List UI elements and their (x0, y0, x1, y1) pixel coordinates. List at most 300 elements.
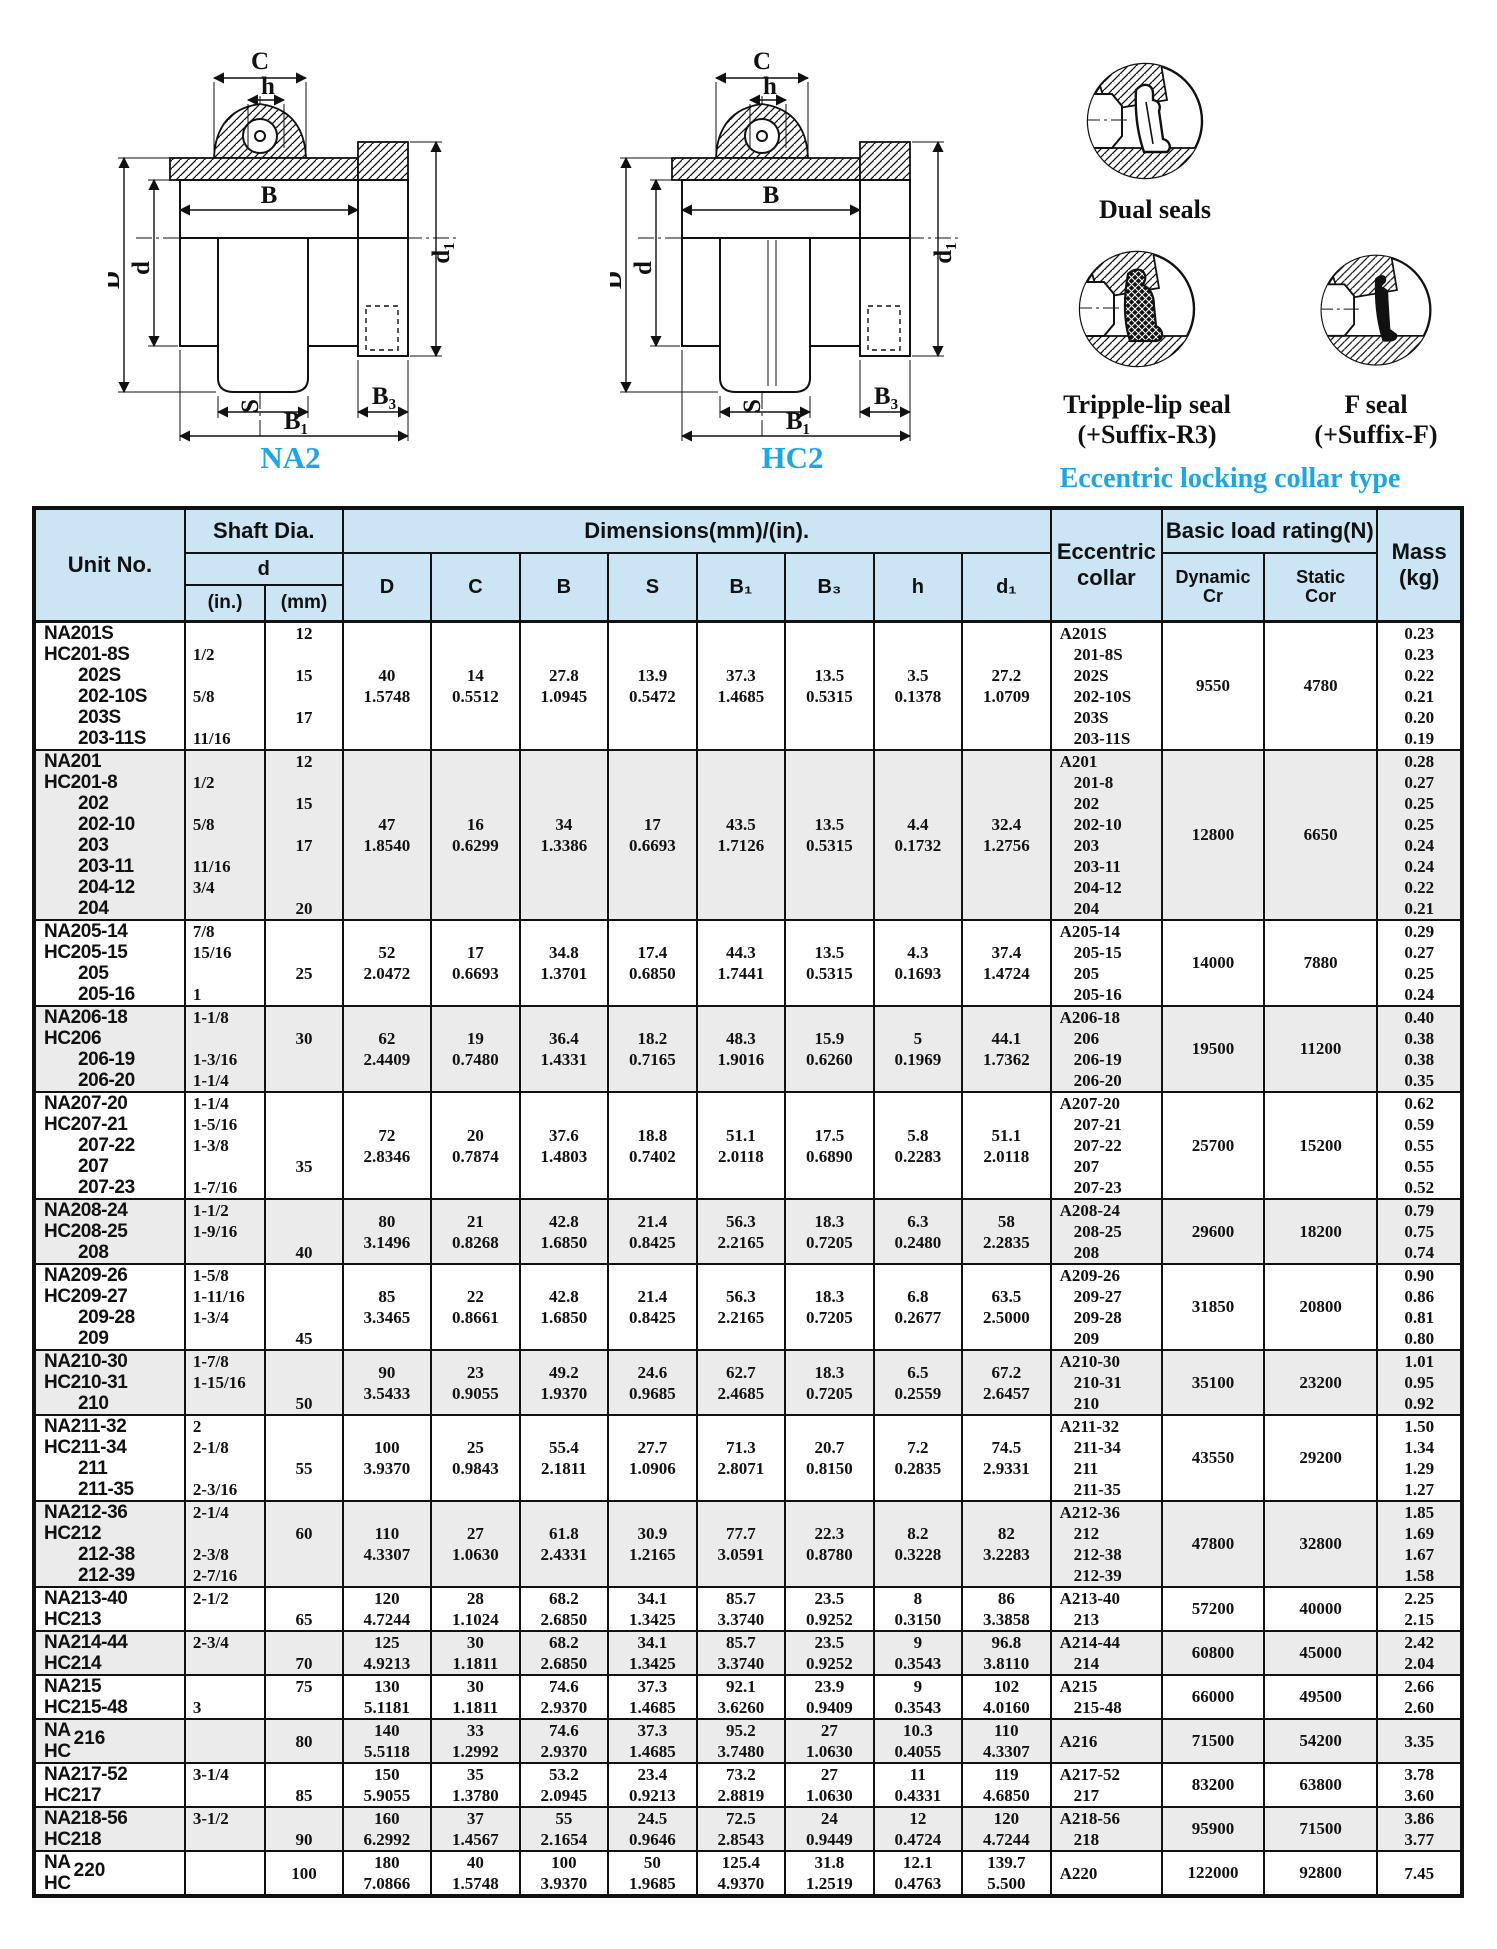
cell-line: 1-7/8 (192, 1352, 229, 1371)
cell-line: 212 (1073, 1524, 1100, 1543)
cell-line: 2.5000 (982, 1308, 1030, 1327)
cell-line: 72.5 (725, 1809, 756, 1828)
cell-line: 0.5315 (805, 964, 853, 983)
table-row (34, 1587, 1462, 1631)
eccentric-collar-cell (1051, 1092, 1163, 1199)
table-row (34, 1199, 1462, 1264)
static-cor-cell: 20800 (1264, 1264, 1378, 1350)
cell-line: 68.2 (549, 1589, 579, 1608)
dim-B3-cell (785, 1092, 873, 1199)
dim-S-cell (608, 1092, 696, 1199)
cell-line: 0.29 (1404, 922, 1435, 941)
shaft-in-cell (185, 1719, 265, 1763)
cell-line: 40 (378, 666, 396, 685)
cell-line: 1.50 (1404, 1417, 1435, 1436)
cell-line: 1.01 (1404, 1352, 1435, 1371)
cell-line: 77.7 (725, 1524, 756, 1543)
cell-line: 0.5472 (629, 687, 676, 706)
col-header-in: (in.) (185, 585, 265, 622)
dim-B-cell (520, 1415, 608, 1501)
dim-B3-cell (785, 1763, 873, 1807)
cell-line: 2.6850 (540, 1610, 588, 1629)
cell-line (266, 856, 341, 877)
dim-h-cell (874, 1199, 962, 1264)
cell-line: 75 (295, 1677, 313, 1696)
cell-line: 11 (909, 1765, 926, 1784)
cell-line: 1.58 (1404, 1566, 1435, 1585)
cell-line: 0.75 (1404, 1222, 1435, 1241)
cell-line: 23 (466, 1362, 484, 1382)
cell-line: HC215-48 (44, 1697, 128, 1718)
cell-line: 2-1/4 (192, 1503, 229, 1522)
dim-h-cell (874, 1631, 962, 1675)
cell-line (266, 1479, 341, 1500)
cell-line: 40 (295, 1243, 313, 1262)
cell-line: 1.4567 (452, 1830, 499, 1849)
cell-line: 1.8540 (363, 836, 411, 855)
cell-line: 5 (913, 1029, 923, 1048)
cell-line: 1.2165 (629, 1545, 676, 1564)
cell-line: 0.25 (1404, 794, 1435, 813)
cell-line: 0.1732 (894, 836, 942, 855)
f-seal-caption-line2: (+Suffix-F) (1314, 420, 1438, 449)
dynamic-cr-cell: 60800 (1162, 1631, 1264, 1675)
cell-line: 62 (378, 1029, 396, 1048)
cell-line (266, 814, 341, 835)
cell-line: 211 (78, 1458, 108, 1479)
shaft-mm-cell (265, 1587, 342, 1631)
figures-area (0, 0, 1497, 506)
dim-B1-cell (697, 1763, 785, 1807)
cell-line: A201 (1059, 752, 1098, 771)
dynamic-cr-cell: 47800 (1162, 1501, 1264, 1587)
cell-line: 22 (466, 1287, 484, 1306)
cell-line: 86 (997, 1589, 1015, 1608)
dim-B3-cell (785, 1851, 873, 1896)
mass-label: Mass (1391, 539, 1447, 564)
col-header-B: B (520, 553, 608, 622)
eccentric-collar-cell (1051, 1501, 1163, 1587)
cell-line: 3.9370 (363, 1459, 411, 1478)
static-cor-cell: 4780 (1264, 622, 1378, 751)
cell-line: 25 (466, 1438, 484, 1457)
cell-line: 119 (994, 1765, 1019, 1784)
cell-line: HC207-21 (44, 1114, 128, 1135)
cell-line: 45 (295, 1329, 313, 1348)
cell-line: 96.8 (991, 1633, 1022, 1652)
cell-line: 3.2283 (982, 1545, 1030, 1564)
cell-line: NA217-52 (44, 1764, 128, 1785)
cell-line (266, 1808, 341, 1829)
dim-B1-cell (697, 1415, 785, 1501)
dim-d1-cell (962, 1631, 1051, 1675)
dynamic-cr-cell: 57200 (1162, 1587, 1264, 1631)
cell-line (186, 1328, 264, 1349)
cell-line (266, 1007, 341, 1028)
cell-line: 0.3543 (894, 1698, 942, 1717)
cell-line: 44.3 (725, 943, 756, 962)
cell-line: 2.6457 (982, 1383, 1030, 1403)
cell-line: 2.2835 (982, 1232, 1030, 1252)
dim-C-cell (431, 750, 519, 920)
cell-line: 2-3/16 (192, 1480, 238, 1499)
cell-line: 203-11 (1073, 857, 1121, 876)
cell-line: 203 (78, 835, 109, 856)
cell-line: 68.2 (549, 1633, 579, 1652)
cell-line: 0.22 (1404, 666, 1435, 685)
cell-line: 110 (374, 1524, 400, 1543)
cell-line: 0.21 (1404, 899, 1435, 918)
cell-line: 34.8 (549, 943, 579, 962)
cell-line: 202-10S (78, 686, 148, 707)
cell-line: 0.24 (1404, 857, 1435, 876)
cell-line: 30 (295, 1029, 313, 1048)
cell-line: 1.5748 (452, 1874, 499, 1893)
dim-d1-cell (962, 622, 1051, 751)
cell-line: 203S (1073, 708, 1109, 727)
dim-C-cell (431, 1675, 519, 1719)
cell-line: 211 (1073, 1459, 1099, 1478)
cell-line: NA212-36 (44, 1502, 128, 1523)
mass-cell (1377, 1631, 1462, 1675)
cell-line: 202-10 (78, 814, 135, 835)
cell-line (186, 1393, 264, 1414)
dynamic-cr-cell: 9550 (1162, 622, 1264, 751)
cell-line: 15 (295, 666, 313, 685)
cell-line: 206 (1073, 1029, 1100, 1048)
cell-line: 0.8425 (629, 1308, 676, 1327)
dim-d1-cell (962, 1851, 1051, 1896)
cell-line (266, 1351, 341, 1372)
table-row (34, 622, 1462, 751)
cell-line (266, 1070, 341, 1091)
cell-line: 203-11S (1073, 729, 1131, 748)
cell-line: 3.35 (1404, 1731, 1435, 1751)
cell-line: 2.0118 (717, 1146, 764, 1166)
dim-S-cell (608, 1631, 696, 1675)
dim-d1-cell (962, 920, 1051, 1006)
cell-line: 1.5748 (363, 687, 411, 706)
cell-line: 4.0160 (982, 1698, 1030, 1717)
cell-line: NA208-24 (44, 1200, 128, 1221)
shaft-in-cell (185, 1501, 265, 1587)
cell-line: A210-30 (1059, 1352, 1121, 1371)
cell-line: 1.6850 (540, 1232, 588, 1252)
cell-line: 0.6299 (452, 836, 499, 855)
mass-cell (1377, 1006, 1462, 1092)
cell-line: 202-10S (1073, 687, 1132, 706)
cell-line: 150 (374, 1765, 400, 1784)
cell-line: 0.27 (1404, 943, 1435, 962)
dim-d1-cell (962, 1350, 1051, 1415)
dim-h-cell (874, 750, 962, 920)
cell-line: 2.9370 (540, 1742, 588, 1761)
dim-D-cell (343, 1264, 431, 1350)
cell-line: 0.8661 (452, 1308, 499, 1327)
cell-line: 2-3/4 (192, 1633, 229, 1652)
cell-line: 17 (295, 708, 313, 727)
cell-line: NA213-40 (44, 1588, 128, 1609)
dynamic-cr-cell: 25700 (1162, 1092, 1264, 1199)
cell-line: NA (44, 1720, 71, 1741)
cell-line: 4.3307 (363, 1545, 411, 1564)
cell-line: 2.9370 (540, 1698, 588, 1717)
cell-line: A212-36 (1059, 1503, 1121, 1522)
cell-line: A213-40 (1059, 1589, 1121, 1608)
static-cor-cell: 11200 (1264, 1006, 1378, 1092)
dim-D-cell (343, 1719, 431, 1763)
dim-B-cell (520, 750, 608, 920)
cell-line: 180 (374, 1853, 400, 1872)
cell-line: HC (44, 1741, 71, 1762)
cell-line: 207-21 (1073, 1115, 1122, 1134)
dim-D-cell (343, 1675, 431, 1719)
cell-line: 60 (295, 1524, 313, 1543)
dynamic-cr-cell: 95900 (1162, 1807, 1264, 1851)
cell-line: 0.7480 (452, 1050, 499, 1069)
cell-line: 53.2 (549, 1765, 579, 1784)
dim-h-cell (874, 1675, 962, 1719)
table-row (34, 1719, 1462, 1763)
dim-B-cell (520, 1763, 608, 1807)
cell-line: 37.3 (725, 666, 756, 685)
cell-line: NA205-14 (44, 921, 128, 942)
cell-line: 70 (295, 1654, 313, 1673)
mass-cell (1377, 750, 1462, 920)
dim-d1-cell (962, 1587, 1051, 1631)
cell-line: 202-10 (1073, 815, 1122, 834)
shaft-mm-cell (265, 1763, 342, 1807)
dim-S-cell (608, 1264, 696, 1350)
cell-line: 204 (1073, 899, 1100, 918)
dim-d1-cell (962, 1006, 1051, 1092)
cell-line: HC217 (44, 1785, 102, 1806)
cell-line: NA206-18 (44, 1007, 128, 1028)
dim-D-cell (343, 1763, 431, 1807)
f-seal-figure (1314, 250, 1438, 374)
cell-line: 208-25 (1073, 1222, 1122, 1241)
cell-line: 30.9 (637, 1524, 668, 1543)
cell-line: 1.4724 (982, 964, 1030, 983)
cell-line: 203 (1073, 836, 1100, 855)
cell-line (266, 1416, 341, 1437)
cell-line: 0.55 (1404, 1136, 1435, 1155)
cell-line: 3.1496 (363, 1232, 411, 1252)
cell-line: 0.7205 (805, 1308, 853, 1327)
dim-D-cell (343, 1807, 431, 1851)
dynamic-cr-cell: 71500 (1162, 1719, 1264, 1763)
dim-d1-cell (962, 1807, 1051, 1851)
dim-d1-cell (962, 1501, 1051, 1587)
dim-S-cell (608, 1675, 696, 1719)
shaft-mm-cell (265, 750, 342, 920)
cell-line: 1.29 (1404, 1459, 1435, 1478)
cell-line: 120 (374, 1589, 400, 1608)
cell-line: 125 (374, 1633, 400, 1652)
cell-line: 210-31 (1073, 1373, 1122, 1392)
cell-line: 100 (374, 1438, 400, 1457)
cell-line: 0.4724 (894, 1830, 942, 1849)
cell-line: HC205-15 (44, 942, 128, 963)
cell-line: 202S (78, 665, 121, 686)
cell-line: 56.3 (725, 1287, 756, 1306)
cell-line: 210 (1073, 1394, 1100, 1413)
eccentric-collar-cell (1051, 750, 1163, 920)
cell-line (186, 1653, 264, 1674)
cell-line: 1.9685 (629, 1874, 676, 1893)
cell-line: 211-34 (1073, 1438, 1121, 1457)
shaft-in-cell (185, 1851, 265, 1896)
cell-line: 2.0945 (540, 1786, 588, 1805)
cell-line: A209-26 (1059, 1266, 1121, 1285)
cell-line: 1.85 (1404, 1503, 1435, 1522)
cell-line: 1-3/16 (192, 1050, 238, 1069)
cell-line: HC210-31 (44, 1372, 128, 1393)
cell-line: 3.60 (1404, 1786, 1435, 1805)
cell-line: 2-3/8 (192, 1545, 229, 1564)
cell-line: 213 (1073, 1610, 1100, 1629)
dim-B3-cell (785, 1501, 873, 1587)
shaft-mm-cell (265, 1199, 342, 1264)
cell-line: 17 (643, 815, 661, 834)
cell-line: 4.6850 (982, 1786, 1030, 1805)
eccentric-collar-cell (1051, 920, 1163, 1006)
dim-B3-cell (785, 1631, 873, 1675)
dim-B3-cell (785, 1199, 873, 1264)
mass-cell (1377, 1092, 1462, 1199)
cell-line: 18.8 (637, 1125, 668, 1145)
cell-line: 205-16 (78, 984, 135, 1005)
cell-line: 1.69 (1404, 1524, 1435, 1543)
cell-line: 12.1 (902, 1853, 933, 1872)
cell-line: 2.8543 (717, 1830, 765, 1849)
cell-line: 1.0709 (982, 687, 1030, 706)
cell-line: 74.6 (549, 1677, 579, 1696)
dynamic-sub-label: Cr (1202, 586, 1223, 606)
cell-line: 1.0945 (540, 687, 588, 706)
cell-line: A214-44 (1059, 1633, 1121, 1652)
cell-line: 1-1/8 (192, 1008, 229, 1027)
cell-line: 0.6693 (452, 964, 499, 983)
dim-C-cell (431, 1006, 519, 1092)
table-row (34, 920, 1462, 1006)
cell-line: 24 (820, 1809, 838, 1828)
cell-line: 205-15 (1073, 943, 1122, 962)
cell-line: 30 (466, 1633, 484, 1652)
cell-line: 27 (820, 1765, 838, 1784)
dim-C-cell (431, 1501, 519, 1587)
cell-line: 3.5 (907, 666, 929, 685)
cell-line (266, 1286, 341, 1307)
unit-no-cell (34, 1199, 185, 1264)
cell-line: NA201 (44, 751, 102, 772)
cell-line: 2.2165 (717, 1232, 765, 1252)
dim-C-cell (431, 1631, 519, 1675)
cell-line: 1.1811 (452, 1698, 499, 1717)
cell-line: 58 (997, 1211, 1015, 1231)
cell-line: 0.8268 (452, 1232, 499, 1252)
dim-D-cell (343, 1415, 431, 1501)
cell-line: 0.7205 (805, 1232, 853, 1252)
cell-line: A211-32 (1059, 1417, 1120, 1436)
eccentric-collar-cell (1051, 1264, 1163, 1350)
dim-B-cell (520, 1587, 608, 1631)
cell-line: 37.3 (637, 1677, 668, 1696)
cell-line: 0.4763 (894, 1874, 942, 1893)
cell-line: A207-20 (1059, 1094, 1121, 1113)
cell-line: 1.0630 (452, 1545, 499, 1564)
cell-line: 1.2519 (805, 1874, 853, 1893)
cell-line: 2.25 (1404, 1589, 1435, 1608)
dim-h-cell (874, 1415, 962, 1501)
dim-h-cell (874, 1587, 962, 1631)
cell-line (266, 1200, 341, 1221)
eccentric-collar-cell (1051, 622, 1163, 751)
cell-line: 1.4331 (540, 1050, 588, 1069)
dim-B3-cell (785, 1415, 873, 1501)
table-row (34, 1350, 1462, 1415)
cell-line: A208-24 (1059, 1201, 1121, 1220)
shaft-in-cell (185, 1006, 265, 1092)
mass-cell (1377, 1415, 1462, 1501)
cell-line: 2.1811 (540, 1459, 587, 1478)
cell-line: 3.0591 (717, 1545, 765, 1564)
cell-line: HC218 (44, 1829, 102, 1850)
unit-no-cell (34, 750, 185, 920)
cell-line: 82 (997, 1524, 1015, 1543)
mass-cell (1377, 1675, 1462, 1719)
cell-line: 22.3 (814, 1524, 845, 1543)
dim-B3-cell (785, 920, 873, 1006)
cell-line: 55 (555, 1809, 573, 1828)
cell-line (186, 623, 264, 644)
cell-line: 13.5 (814, 943, 845, 962)
static-cor-cell: 45000 (1264, 1631, 1378, 1675)
cell-line: 210 (78, 1393, 109, 1414)
cell-line: 2.1654 (540, 1830, 588, 1849)
cell-line: 56.3 (725, 1211, 756, 1231)
cell-line: 1-5/16 (192, 1115, 238, 1134)
cell-line: 4.7244 (363, 1610, 411, 1629)
cell-line: NA210-30 (44, 1351, 128, 1372)
cell-line: 8 (913, 1589, 923, 1608)
cell-line: 80 (295, 1731, 313, 1751)
unit-no-cell (34, 622, 185, 751)
static-cor-cell: 7880 (1264, 920, 1378, 1006)
cell-line (266, 1544, 341, 1565)
cell-line: 74.5 (991, 1438, 1022, 1457)
cell-line: 212-38 (1073, 1545, 1122, 1564)
dynamic-cr-cell: 35100 (1162, 1350, 1264, 1415)
cell-line: 25 (295, 964, 313, 983)
cell-line: 3.77 (1404, 1830, 1435, 1849)
eccentric-collar-cell (1051, 1415, 1163, 1501)
dim-h-cell (874, 1501, 962, 1587)
cell-line: 2.0472 (363, 964, 411, 983)
cell-line: 27 (466, 1524, 484, 1543)
cell-line: 3.86 (1404, 1809, 1435, 1828)
unit-no-cell (34, 1675, 185, 1719)
cell-line: 1.7362 (982, 1050, 1030, 1069)
unit-stack-lines (44, 1720, 71, 1762)
static-cor-cell: 6650 (1264, 750, 1378, 920)
mass-cell (1377, 1350, 1462, 1415)
cell-line: HC208-25 (44, 1221, 128, 1242)
cell-line: 27.8 (549, 666, 579, 685)
cell-line: 0.9252 (805, 1610, 853, 1629)
cell-line: 21.4 (637, 1211, 668, 1231)
shaft-mm-cell (265, 1719, 342, 1763)
